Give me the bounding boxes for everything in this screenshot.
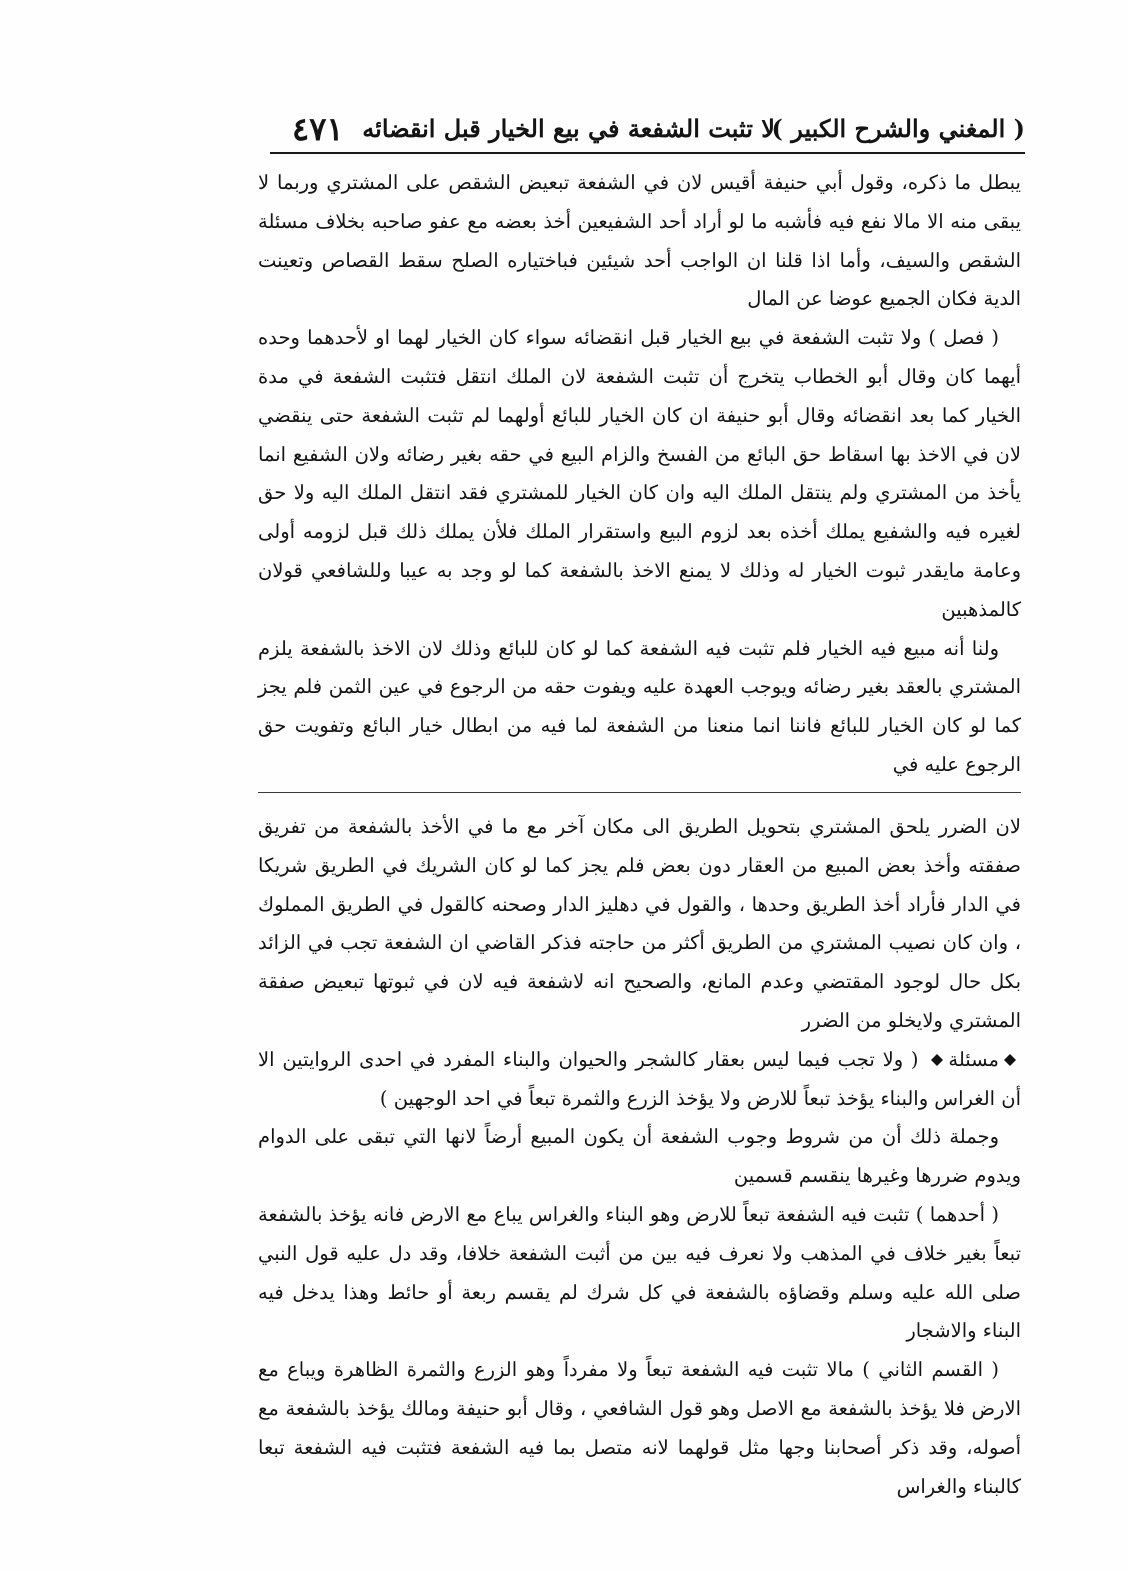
upper-text-block [258,164,1021,785]
paragraph: ( القسم الثاني ) مالا تثبت فيه الشفعة تبعاً ولا مفرداً وهو الزرع والثمرة الظاهرة ويباع مع الارض فلا يؤخذ بالشفعة مع الاصل وهو قول الشافعي ، وقال أبو حنيفة ومالك يؤخذ بالشفعة مع أصوله، وقد ذكر أصحابنا وجها مثل قولهما لانه متصل بما فيه الشفعة فتثبت فيه الشفعة تبعا كالبناء والغراس [258,1358,1021,1498]
header-rule [270,152,1025,154]
masala-text: ( ولا تجب فيما ليس بعقار كالشجر والحيوان والبناء المفرد في احدى الروايتين الا أن الغراس والبناء يؤخذ تبعاً للارض ولا يؤخذ الزرع والثمرة تبعاً في احد الوجهين ) [258,1047,1021,1110]
paragraph: ولنا أنه مبيع فيه الخيار فلم تثبت فيه الشفعة كما لو كان للبائع وذلك لان الاخذ بالشفعة يلزم المشتري بالعقد بغير رضائه ويوجب العهدة عليه ويفوت حقه من الرجوع في عين الثمن فلم يجز كما لو كان الخيار للبائع فاننا انما منعنا من الشفعة لما فيه من ابطال خيار البائع وتفويت حق الرجوع عليه في [258,636,1021,776]
masala-paragraph [258,1041,1021,1119]
page-number: ٤٧١ [292,110,344,148]
paragraph: ( فصل ) ولا تثبت الشفعة في بيع الخيار قبل انقضائه سواء كان الخيار لهما او لأحدهما وحده أيهما كان وقال أبو الخطاب يتخرج أن تثبت الشفعة لان الملك انتقل فتثبت الشفعة في مدة الخيار كما بعد انقضائه وقال أبو حنيفة ان كان الخيار للبائع أولهما لم تثبت الشفعة حتى ينقضي لان في الاخذ بها اسقاط حق البائع من الفسخ والزام البيع في حقه بغير رضائه ولان الشفيع انما يأخذ من المشتري ولم ينتقل الملك اليه وان كان الخيار للمشتري فقد انتقل الملك اليه ولا حق لغيره فيه والشفيع يملك أخذه بعد لزوم البيع واستقرار الملك فلأن يملك ذلك قبل لزومه أولى وعامة مايقدر ثبوت الخيار له وذلك لا يمنع الاخذ بالشفعة كما لو وجد به عيبا وللشافعي قولان كالمذهبين [258,326,1021,621]
section-divider [258,792,1021,793]
ornament-icon [930,1053,944,1067]
paragraph: وجملة ذلك أن من شروط وجوب الشفعة أن يكون المبيع أرضاً لانها التي تبقى على الدوام ويدوم ضررها وغيرها ينقسم قسمين [258,1125,1021,1188]
masala-label: مسئلة [948,1047,999,1071]
lower-text-block [258,808,1021,1506]
paragraph: ( أحدهما ) تثبت فيه الشفعة تبعاً للارض وهو البناء والغراس يباع مع الارض فانه يؤخذ بالشفعة تبعاً بغير خلاف في المذهب ولا نعرف فيه بين من أثبت الشفعة خلافا، وقد دل عليه قول النبي صلى الله عليه وسلم وقضاؤه بالشفعة في كل شرك لم يقسم ربعة أو حائط وهذا يدخل فيه البناء والاشجار [258,1202,1021,1343]
ornament-icon [1003,1053,1017,1067]
section-title: لا تثبت الشفعة في بيع الخيار قبل انقضائه [362,114,775,143]
paragraph: يبطل ما ذكره، وقول أبي حنيفة أقيس لان في الشفعة تبعيض الشقص على المشتري وربما لا يبقى منه الا مالا نفع فيه فأشبه ما لو أراد أحد الشفيعين أخذ بعضه مع عفو صاحبه بخلاف مسئلة الشقص والسيف، وأما اذا قلنا ان الواجب أحد شيئين فباختياره الصلح سقط القصاص وتعينت الدية فكان الجميع عوضا عن المال [258,171,1021,311]
paragraph: لان الضرر يلحق المشتري بتحويل الطريق الى مكان آخر مع ما في الأخذ بالشفعة من تفريق صفقته وأخذ بعض المبيع من العقار دون بعض فلم يجز كما لو كان الشريك في الطريق شريكا في الدار فأراد أخذ الطريق وحدها ، والقول في دهليز الدار وصحنه كالقول في الطريق المملوك ، وان كان نصيب المشتري من الطريق أكثر من حاجته فذكر القاضي ان الشفعة تجب في الزائد بكل حال لوجود المقتضي وعدم المانع، والصحيح انه لاشفعة فيه لان في ثبوتها تبعيض صفقة المشتري ولايخلو من الضرر [258,815,1021,1032]
page-header [270,112,1025,152]
running-title: ( المغني والشرح الكبير ) [771,114,1025,143]
